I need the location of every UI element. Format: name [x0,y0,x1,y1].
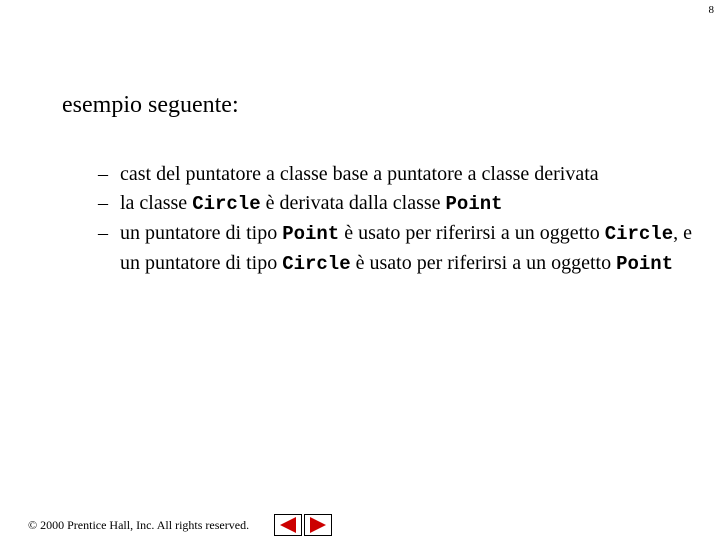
bullet-text: un puntatore di tipo Point è usato per riferirsi a un oggetto Circle, e un puntatore di tipo Circle è usato per riferirsi a un oggetto Point [120,222,692,275]
bullet-dash: – [98,222,108,244]
code-term: Point [282,223,340,245]
copyright-footer: © 2000 Prentice Hall, Inc. All rights reserved. [28,518,250,532]
next-slide-button[interactable] [304,514,332,536]
arrow-right-icon [304,514,332,536]
arrow-left-icon [274,514,302,536]
bullet-dash: – [98,192,108,214]
code-term: Circle [282,253,351,275]
bullet-item [98,189,698,219]
bullet-text: la classe Circle è derivata dalla classe Point [120,192,503,215]
bullet-text: cast del puntatore a classe base a puntatore a classe derivata [120,163,599,185]
bullet-list [98,160,698,279]
bullet-item [98,160,698,189]
bullet-item [98,219,698,279]
previous-slide-button[interactable] [274,514,302,536]
code-term: Point [616,253,674,275]
page-number: 8 [708,4,714,16]
code-term: Circle [192,193,261,215]
code-term: Point [445,193,503,215]
bullet-dash: – [98,163,108,185]
slide-heading: esempio seguente: [62,92,239,118]
code-term: Circle [604,223,674,245]
